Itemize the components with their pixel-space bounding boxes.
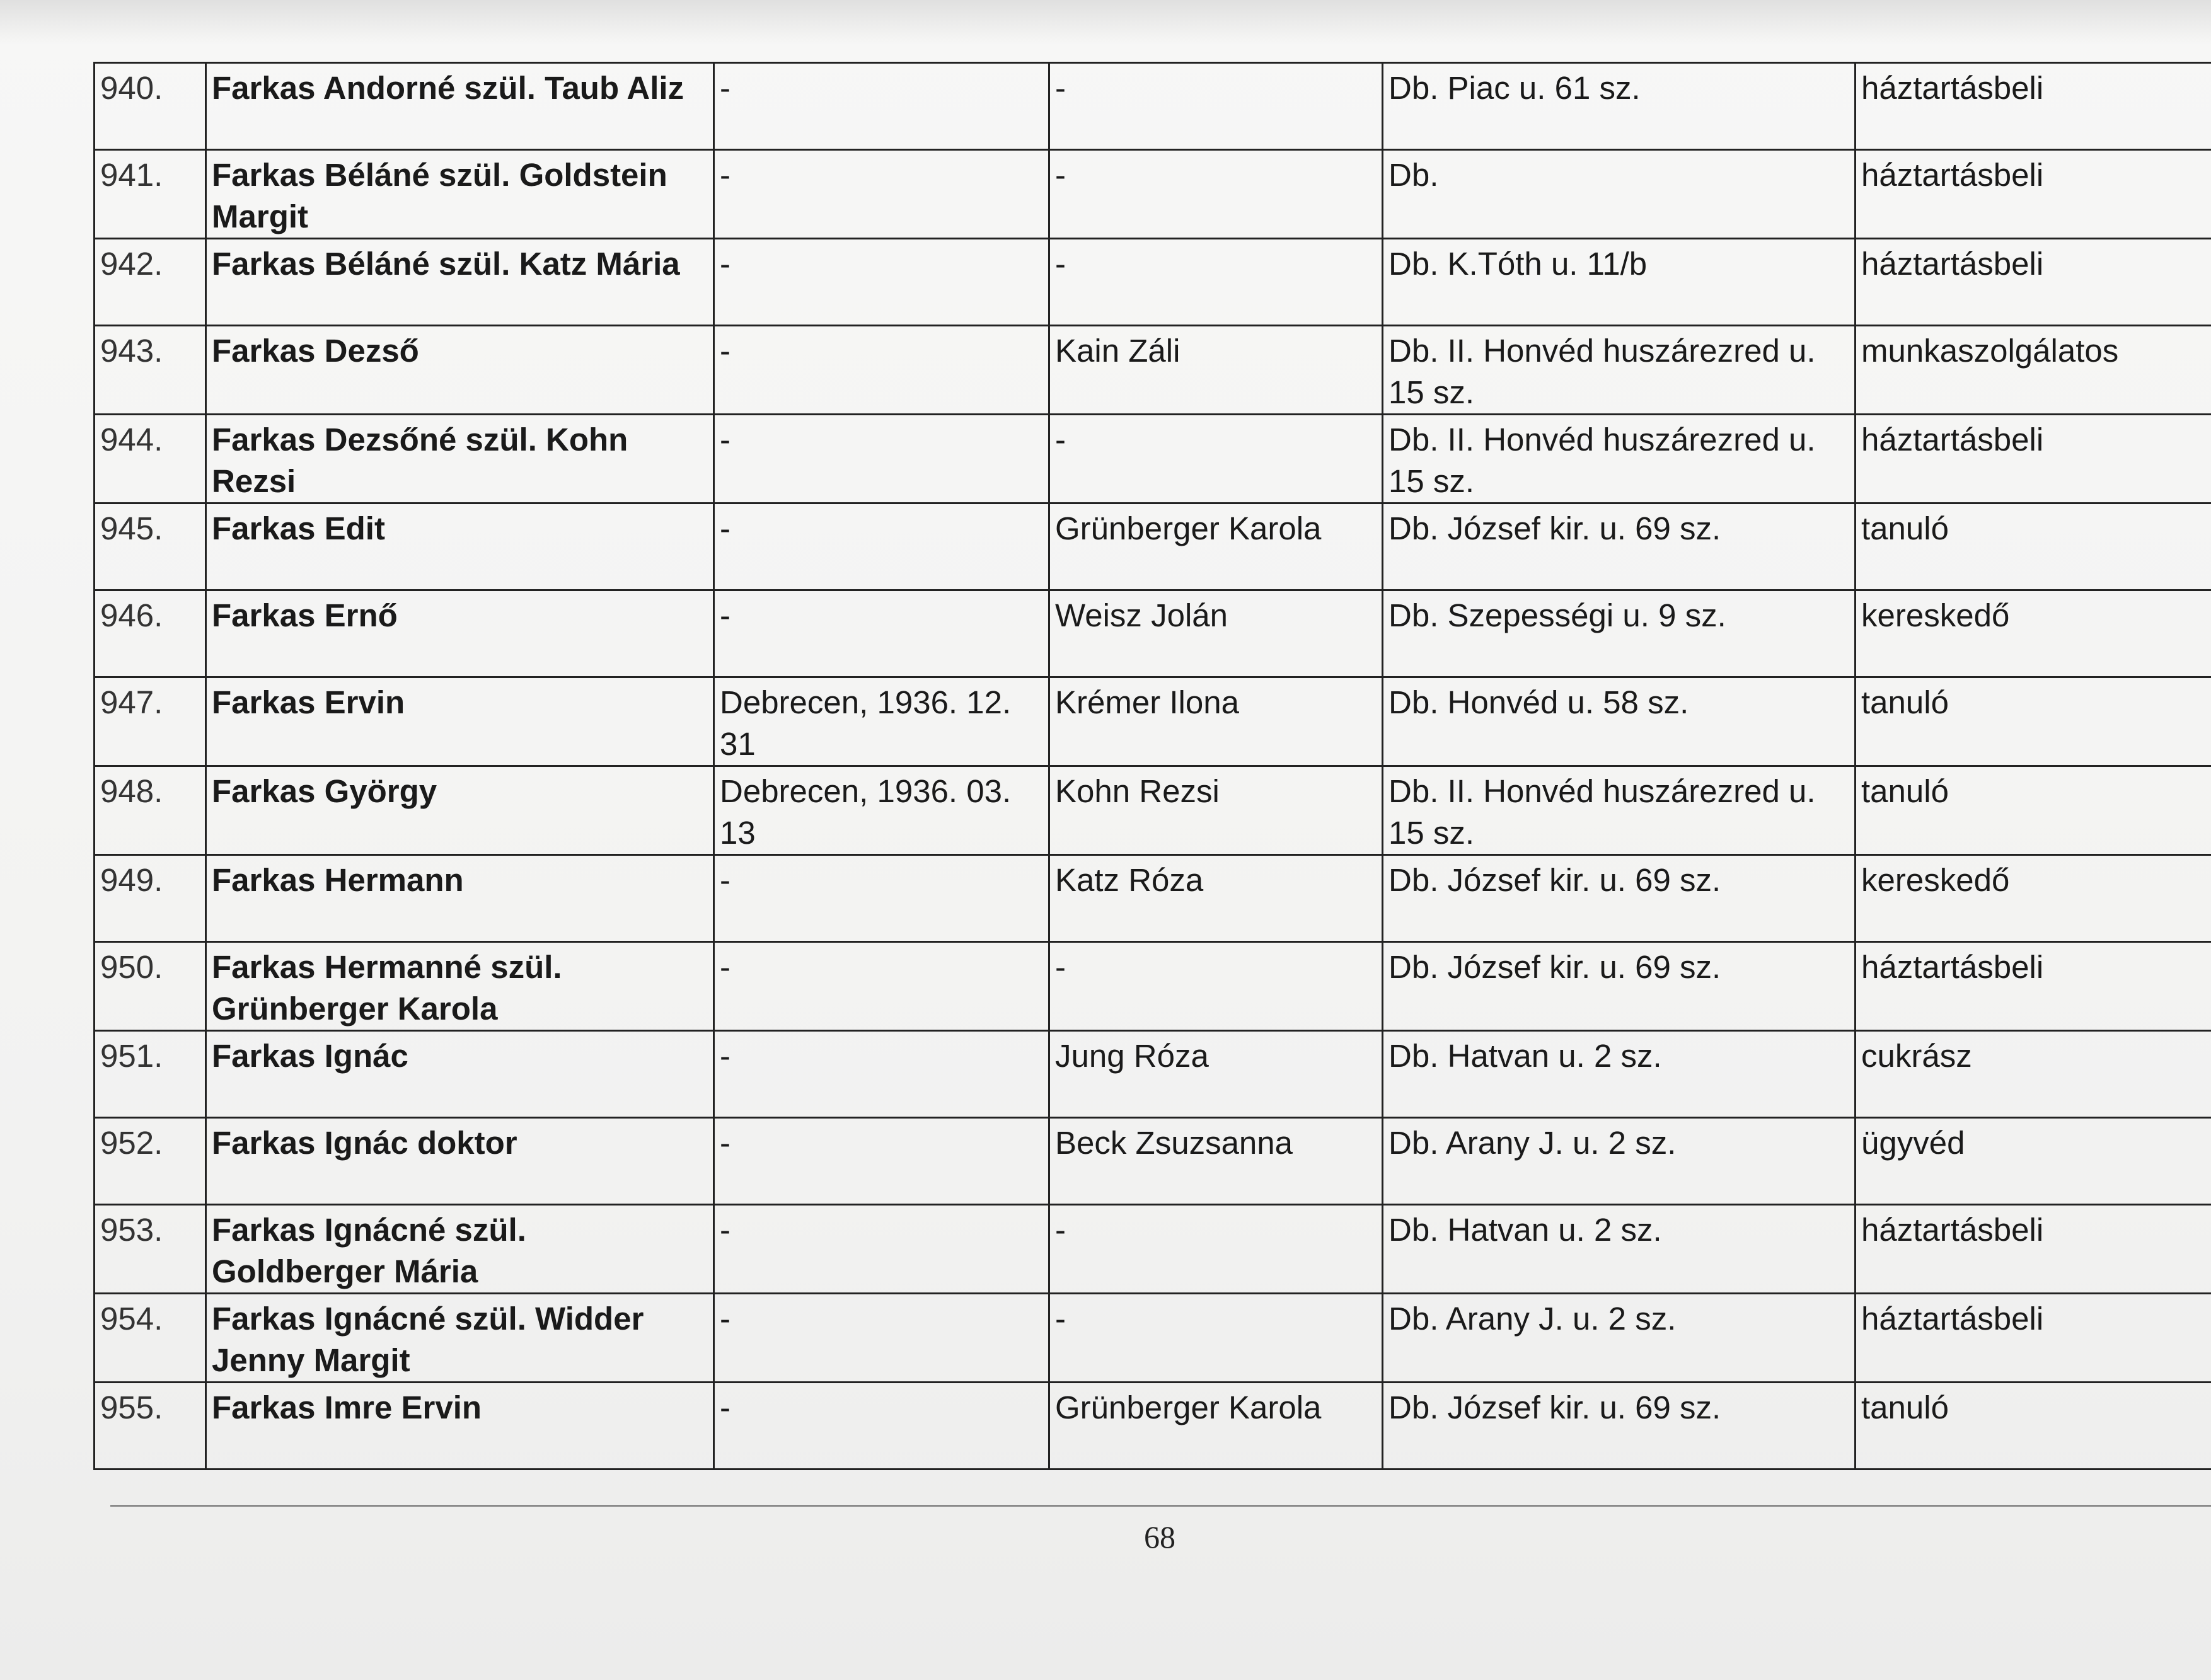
table-row <box>95 503 2211 590</box>
table-row <box>95 1205 2211 1294</box>
occupation: háztartásbeli <box>1856 1205 2211 1294</box>
person-name: Farkas Ignácné szül. Goldberger Mária <box>206 1205 714 1294</box>
occupation: kereskedő <box>1856 590 2211 677</box>
address: Db. II. Honvéd huszárezred u. 15 sz. <box>1383 326 1856 415</box>
table-row <box>95 1118 2211 1205</box>
address: Db. József kir. u. 69 sz. <box>1383 855 1856 942</box>
entry-number: 955. <box>95 1383 206 1470</box>
birth-place-date: - <box>714 1118 1049 1205</box>
mother-name: Katz Róza <box>1049 855 1383 942</box>
occupation: tanuló <box>1856 1383 2211 1470</box>
occupation: háztartásbeli <box>1856 150 2211 239</box>
mother-name: Jung Róza <box>1049 1031 1383 1118</box>
table-row <box>95 677 2211 766</box>
mother-name: Beck Zsuzsanna <box>1049 1118 1383 1205</box>
address: Db. K.Tóth u. 11/b <box>1383 239 1856 326</box>
footer-divider <box>110 1505 2211 1507</box>
table-row <box>95 1383 2211 1470</box>
person-name: Farkas Hermanné szül. Grünberger Karola <box>206 942 714 1031</box>
person-name: Farkas Dezsőné szül. Kohn Rezsi <box>206 415 714 503</box>
address: Db. Hatvan u. 2 sz. <box>1383 1205 1856 1294</box>
person-name: Farkas Ernő <box>206 590 714 677</box>
birth-place-date: - <box>714 150 1049 239</box>
entry-number: 951. <box>95 1031 206 1118</box>
mother-name: Grünberger Karola <box>1049 503 1383 590</box>
table-row <box>95 942 2211 1031</box>
table-row <box>95 150 2211 239</box>
address: Db. József kir. u. 69 sz. <box>1383 942 1856 1031</box>
person-name: Farkas Edit <box>206 503 714 590</box>
address: Db. II. Honvéd huszárezred u. 15 sz. <box>1383 415 1856 503</box>
person-name: Farkas Dezső <box>206 326 714 415</box>
person-name: Farkas Ervin <box>206 677 714 766</box>
occupation: háztartásbeli <box>1856 415 2211 503</box>
entry-number: 942. <box>95 239 206 326</box>
table-row <box>95 855 2211 942</box>
person-name: Farkas Béláné szül. Katz Mária <box>206 239 714 326</box>
person-name: Farkas Imre Ervin <box>206 1383 714 1470</box>
occupation: munkaszolgálatos <box>1856 326 2211 415</box>
birth-place-date: - <box>714 1294 1049 1383</box>
occupation: tanuló <box>1856 503 2211 590</box>
person-name: Farkas Hermann <box>206 855 714 942</box>
person-name: Farkas Ignác <box>206 1031 714 1118</box>
birth-place-date: - <box>714 855 1049 942</box>
address: Db. József kir. u. 69 sz. <box>1383 1383 1856 1470</box>
birth-place-date: - <box>714 239 1049 326</box>
entry-number: 947. <box>95 677 206 766</box>
occupation: ügyvéd <box>1856 1118 2211 1205</box>
mother-name: Grünberger Karola <box>1049 1383 1383 1470</box>
mother-name: - <box>1049 239 1383 326</box>
mother-name: - <box>1049 1294 1383 1383</box>
birth-place-date: - <box>714 326 1049 415</box>
table-row <box>95 1031 2211 1118</box>
entry-number: 954. <box>95 1294 206 1383</box>
occupation: háztartásbeli <box>1856 942 2211 1031</box>
mother-name: Kohn Rezsi <box>1049 766 1383 855</box>
birth-place-date: - <box>714 415 1049 503</box>
victims-table <box>93 62 2211 1470</box>
table-row <box>95 766 2211 855</box>
entry-number: 944. <box>95 415 206 503</box>
person-name: Farkas Béláné szül. Goldstein Margit <box>206 150 714 239</box>
occupation: háztartásbeli <box>1856 239 2211 326</box>
entry-number: 952. <box>95 1118 206 1205</box>
birth-place-date: - <box>714 1205 1049 1294</box>
table-row <box>95 415 2211 503</box>
address: Db. Arany J. u. 2 sz. <box>1383 1294 1856 1383</box>
birth-place-date: - <box>714 590 1049 677</box>
table-row <box>95 326 2211 415</box>
table-row <box>95 239 2211 326</box>
entry-number: 949. <box>95 855 206 942</box>
birth-place-date: - <box>714 942 1049 1031</box>
address: Db. Piac u. 61 sz. <box>1383 63 1856 150</box>
mother-name: - <box>1049 150 1383 239</box>
page-top-shadow <box>0 0 2211 44</box>
birth-place-date: - <box>714 1383 1049 1470</box>
address: Db. Honvéd u. 58 sz. <box>1383 677 1856 766</box>
mother-name: Weisz Jolán <box>1049 590 1383 677</box>
address: Db. József kir. u. 69 sz. <box>1383 503 1856 590</box>
birth-place-date: - <box>714 503 1049 590</box>
mother-name: Krémer Ilona <box>1049 677 1383 766</box>
address: Db. Arany J. u. 2 sz. <box>1383 1118 1856 1205</box>
person-name: Farkas Ignácné szül. Widder Jenny Margit <box>206 1294 714 1383</box>
address: Db. <box>1383 150 1856 239</box>
mother-name: - <box>1049 1205 1383 1294</box>
occupation: cukrász <box>1856 1031 2211 1118</box>
entry-number: 950. <box>95 942 206 1031</box>
entry-number: 948. <box>95 766 206 855</box>
birth-place-date: Debrecen, 1936. 12. 31 <box>714 677 1049 766</box>
birth-place-date: Debrecen, 1936. 03. 13 <box>714 766 1049 855</box>
entry-number: 946. <box>95 590 206 677</box>
birth-place-date: - <box>714 63 1049 150</box>
table-row <box>95 63 2211 150</box>
entry-number: 945. <box>95 503 206 590</box>
person-name: Farkas Ignác doktor <box>206 1118 714 1205</box>
entry-number: 941. <box>95 150 206 239</box>
birth-place-date: - <box>714 1031 1049 1118</box>
occupation: háztartásbeli <box>1856 1294 2211 1383</box>
mother-name: - <box>1049 415 1383 503</box>
person-name: Farkas Andorné szül. Taub Aliz <box>206 63 714 150</box>
entry-number: 940. <box>95 63 206 150</box>
entry-number: 943. <box>95 326 206 415</box>
table-row <box>95 590 2211 677</box>
address: Db. Hatvan u. 2 sz. <box>1383 1031 1856 1118</box>
address: Db. II. Honvéd huszárezred u. 15 sz. <box>1383 766 1856 855</box>
occupation: tanuló <box>1856 766 2211 855</box>
occupation: tanuló <box>1856 677 2211 766</box>
occupation: háztartásbeli <box>1856 63 2211 150</box>
mother-name: - <box>1049 63 1383 150</box>
page-number: 68 <box>1144 1519 1175 1555</box>
address: Db. Szepességi u. 9 sz. <box>1383 590 1856 677</box>
mother-name: - <box>1049 942 1383 1031</box>
occupation: kereskedő <box>1856 855 2211 942</box>
table-row <box>95 1294 2211 1383</box>
person-name: Farkas György <box>206 766 714 855</box>
entry-number: 953. <box>95 1205 206 1294</box>
mother-name: Kain Záli <box>1049 326 1383 415</box>
